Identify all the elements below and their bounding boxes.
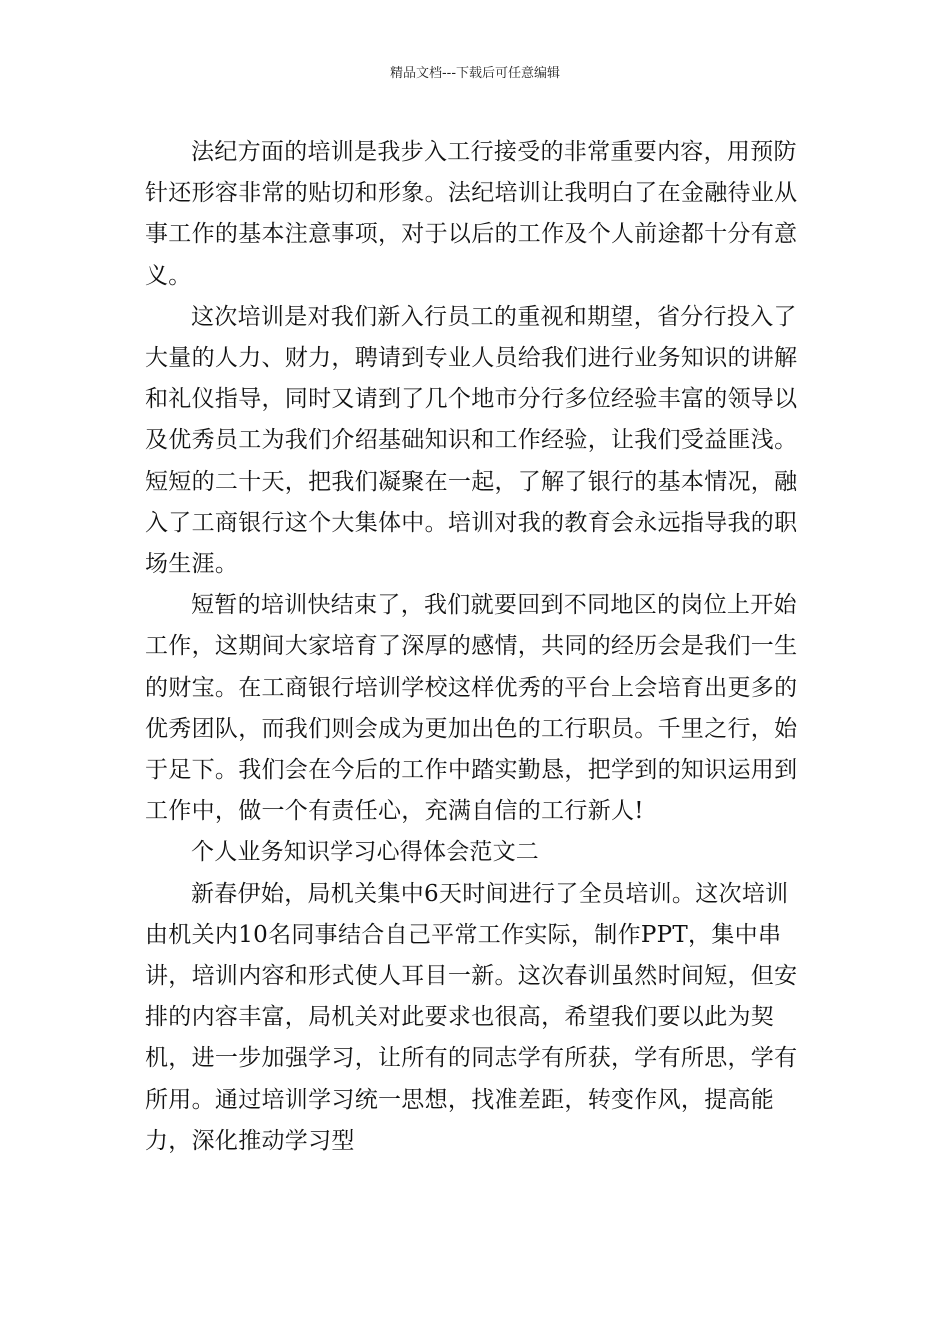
- paragraph-spring-training: 新春伊始，局机关集中6天时间进行了全员培训。这次培训由机关内10名同事结合自己平常工作实际，制作PPT，集中串讲，培训内容和形式使人耳目一新。这次春训虽然时间短，但安排的内容丰富，局机关对此要求也很高，希望我们要以此为契机，进一步加强学习，让所有的同志学有所获，学有所思，学有所用。通过培训学习统一思想，找准差距，转变作风，提高能力，深化推动学习型: [145, 880, 798, 1154]
- paragraph-training-end: 短暂的培训快结束了，我们就要回到不同地区的岗位上开始工作，这期间大家培育了深厚的感情，共同的经历会是我们一生的财宝。在工商银行培训学校这样优秀的平台上会培育出更多的优秀团队，而我们则会成为更加出色的工行职员。千里之行，始于足下。我们会在今后的工作中踏实勤恳，把学到的知识运用到工作中，做一个有责任心，充满自信的工行新人!: [145, 592, 798, 825]
- paragraph-training-importance: 这次培训是对我们新入行员工的重视和期望，省分行投入了大量的人力、财力，聘请到专业人员给我们进行业务知识的讲解和礼仪指导，同时又请到了几个地市分行多位经验丰富的领导以及优秀员工为我们介绍基础知识和工作经验，让我们受益匪浅。短短的二十天，把我们凝聚在一起，了解了银行的基本情况，融入了工商银行这个大集体中。培训对我的教育会永远指导我的职场生涯。: [145, 303, 798, 578]
- section-heading: 个人业务知识学习心得体会范文二: [191, 839, 539, 866]
- page-header: 精品文档---下载后可任意编辑: [389, 66, 561, 81]
- document-body: [145, 132, 810, 1162]
- paragraph-legal-training: 法纪方面的培训是我步入工行接受的非常重要内容，用预防针还形容非常的贴切和形象。法纪培训让我明白了在金融待业从事工作的基本注意事项，对于以后的工作及个人前途都十分有意义。: [145, 139, 798, 289]
